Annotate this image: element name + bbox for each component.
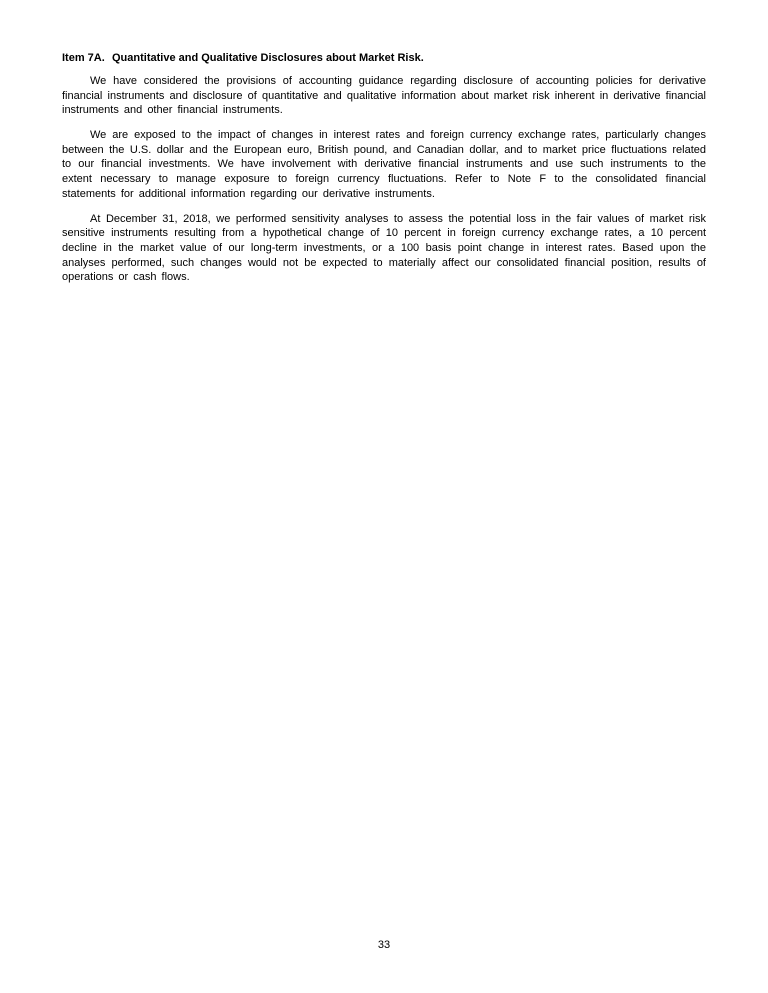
paragraph-sensitivity-analyses: At December 31, 2018, we performed sensitivity analyses to assess the potential loss in the fair values of market risk sensitive instruments resulting from a hypothetical change of 10 percent in foreign currency exchange rates, a 10 percent decline in the market value of our long-term investments, or a 100 basis point change in interest rates. Based upon the analyses performed, such changes would not be expected to materially affect our consolidated financial position, results of operations or cash flows. <box>62 212 706 284</box>
section-title: Quantitative and Qualitative Disclosures about Market Risk. <box>112 52 424 64</box>
page-number: 33 <box>377 939 391 951</box>
item-number-label: Item 7A. <box>62 52 105 64</box>
section-heading <box>62 51 706 65</box>
paragraph-market-exposure: We are exposed to the impact of changes in interest rates and foreign currency exchange rates, particularly changes between the U.S. dollar and the European euro, British pound, and Canadian dollar, and to market price fluctuations related to our financial investments. We have involvement with derivative financial instruments and use such instruments to the extent necessary to manage exposure to foreign currency fluctuations. Refer to Note F to the consolidated financial statements for additional information regarding our derivative instruments. <box>62 129 706 200</box>
page-content <box>62 51 706 285</box>
paragraph-accounting-guidance: We have considered the provisions of accounting guidance regarding disclosure of accounting policies for derivative financial instruments and disclosure of quantitative and qualitative information about market risk inherent in derivative financial instruments and other financial instruments. <box>62 75 706 117</box>
